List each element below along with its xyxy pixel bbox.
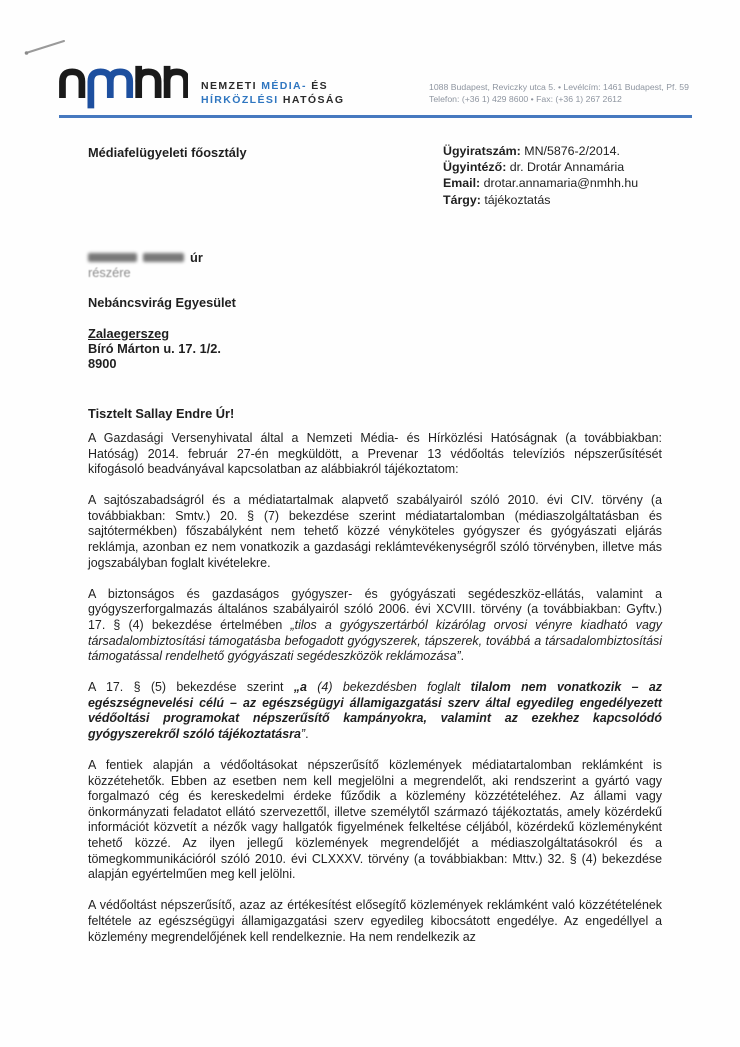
letterhead-address [429,82,735,105]
case-subject-label: Tárgy: [443,192,481,207]
org-name [201,80,344,107]
case-number-value: MN/5876-2/2014. [520,144,620,158]
salutation: Tisztelt Sallay Endre Úr! [88,406,235,421]
case-number-label: Ügyiratszám: [443,144,521,158]
letterhead-divider [59,115,692,118]
spacer [88,311,236,326]
case-officer-row [443,159,638,175]
spacer [88,280,236,295]
recipient-organization: Nebáncsvirág Egyesület [88,295,236,311]
org-name-line1 [201,80,344,94]
case-email-value: drotar.annamaria@nmhh.hu [480,176,639,191]
body-paragraph [88,431,662,478]
pen-scratch-mark [22,36,70,58]
case-email-row [443,175,638,191]
org-name-line2 [201,94,344,108]
case-officer-value: dr. Drotár Annamária [506,160,625,175]
recipient-name-suffix: úr [190,250,203,265]
recipient-care-of: részére [88,265,131,281]
case-subject-value: tájékoztatás [480,192,551,207]
org-name-accent: HÍRKÖZLÉSI [201,93,279,106]
body-text-segment: A 17. § (5) bekezdése szerint [88,680,294,695]
recipient-name-line [88,250,236,265]
body-paragraph [88,680,662,742]
body-text-segment: ” [300,727,306,741]
redacted-name-blur [88,253,137,262]
body-paragraphs [88,431,662,961]
nmhh-logo-icon [55,62,188,110]
body-paragraph [88,493,662,571]
body-paragraph [88,898,662,945]
body-text-segment: A védőoltást népszerűsítő, azaz az értékesítést elősegítő közlemények reklámként való közzétételének feltétele az egészségügyi államigazgatási szerv egyedileg kibocsátott engedélye. Az engedéllyel a közlemény megrendelőjének kell rendelkeznie. Ha nem rendelkezik az [88,898,662,944]
recipient-city: Zalaegerszeg [88,325,170,341]
body-text-segment: tilalom nem vonatkozik – az egészségnevelési célú – az egészségügyi államigazgatási szerv által egyedileg engedélyezett védőoltási programokat népszerűsítő kampányokra, valamint az ezekhez kapcsolódó gyógyszerekről szóló tájékoztatásra [88,680,662,741]
body-text-segment: „a [293,680,307,695]
letterhead-address-line2: Telefon: (+36 1) 429 8600 • Fax: (+36 1) 267 2612 [429,93,622,104]
org-name-accent: MÉDIA- [261,80,307,92]
body-text-segment: (4) bekezdésben foglalt [306,680,471,695]
body-text-segment: A biztonságos és gazdaságos gyógyszer- és gyógyászati segédeszköz-ellátás, valamint a gyógyszerforgalmazás általános szabályairól szóló 2006. évi XCVIII. törvény (a továbbiakban: Gyftv.) 17. § (4) bekezdése értelmében [88,586,662,632]
case-number-row [443,143,638,159]
org-name-part: NEMZETI [201,80,262,92]
department-title: Médiafelügyeleti főosztály [88,145,247,160]
case-email-label: Email: [443,176,481,191]
body-text-segment: A fentiek alapján a védőoltásokat népszerűsítő közlemények médiatartalomban reklámként is közzétehetők. Ebben az esetben nem kell megjelölni a megrendelőt, aki rendszerint a gyártó vagy forgalmazó cég és kereskedelmi érdeke fűződik a közlemény közzétételéhez. Az állami vagy önkormányzati feladatot ellátó szervezettől, illetve személytől származó tájékoztatás, amely közérdekű információt közvetít a nézők vagy hallgatók figyelmének felkeltése céljából, közérdekű közleményként tehető közzé. Az ilyen jellegű közlemények megrendelőjét a médiaszolgáltatásokról és a tömegkommunikációról szóló 2010. évi CLXXXV. törvény (a továbbiakban: Mttv.) 32. § (4) bekezdése alapján egyértelműen meg kell jelölni. [88,758,662,882]
body-text-segment: . [305,727,309,741]
body-text-segment: A sajtószabadságról és a médiatartalmak alapvető szabályairól szóló 2010. évi CIV. törvény (a továbbiakban: Smtv.) 20. § (7) bekezdése szerint médiatartalomban (médiaszolgáltatásban és sajtótermékben) főszabályként nem tehető közzé vényköteles gyógyszer és gyógyászati eljárás reklámja, azonban ez nem vonatkozik a gazdasági reklámtevékenységről szóló törvényben, illetve más jogszabályban foglalt kivételekre. [88,493,662,570]
org-name-part: HATÓSÁG [278,93,345,106]
case-officer-label: Ügyintéző: [443,160,507,175]
body-paragraph [88,587,662,665]
letterhead-address-line1: 1088 Budapest, Reviczky utca 5. • Levélcím: 1461 Budapest, Pf. 59 [429,82,689,92]
case-info-block [443,143,638,208]
case-subject-row [443,192,638,208]
redacted-name-blur [143,253,184,262]
recipient-street: Bíró Márton u. 17. 1/2. [88,340,221,356]
recipient-postal-code: 8900 [88,356,117,372]
org-name-part: ÉS [306,80,329,92]
body-paragraph [88,758,662,883]
body-text-segment: A Gazdasági Versenyhivatal által a Nemzeti Média- és Hírközlési Hatóságnak (a továbbiakban: Hatóság) 2014. február 27-én megküldött, a Prevenar 13 védőoltás televíziós népszerűsítését kifogásoló beadványával kapcsolatban az alábbiakról tájékoztatom: [88,431,662,477]
body-text-segment: „tilos a gyógyszertárból kizárólag orvosi vényre kiadható vagy társadalombiztosítási támogatásba befogadott gyógyszerek, tápszerek, továbbá a társadalombiztosítási támogatással rendelhető gyógyászati segédeszközök reklámozása” [88,617,662,664]
body-text-segment: . [460,649,465,664]
recipient-block [88,250,236,371]
